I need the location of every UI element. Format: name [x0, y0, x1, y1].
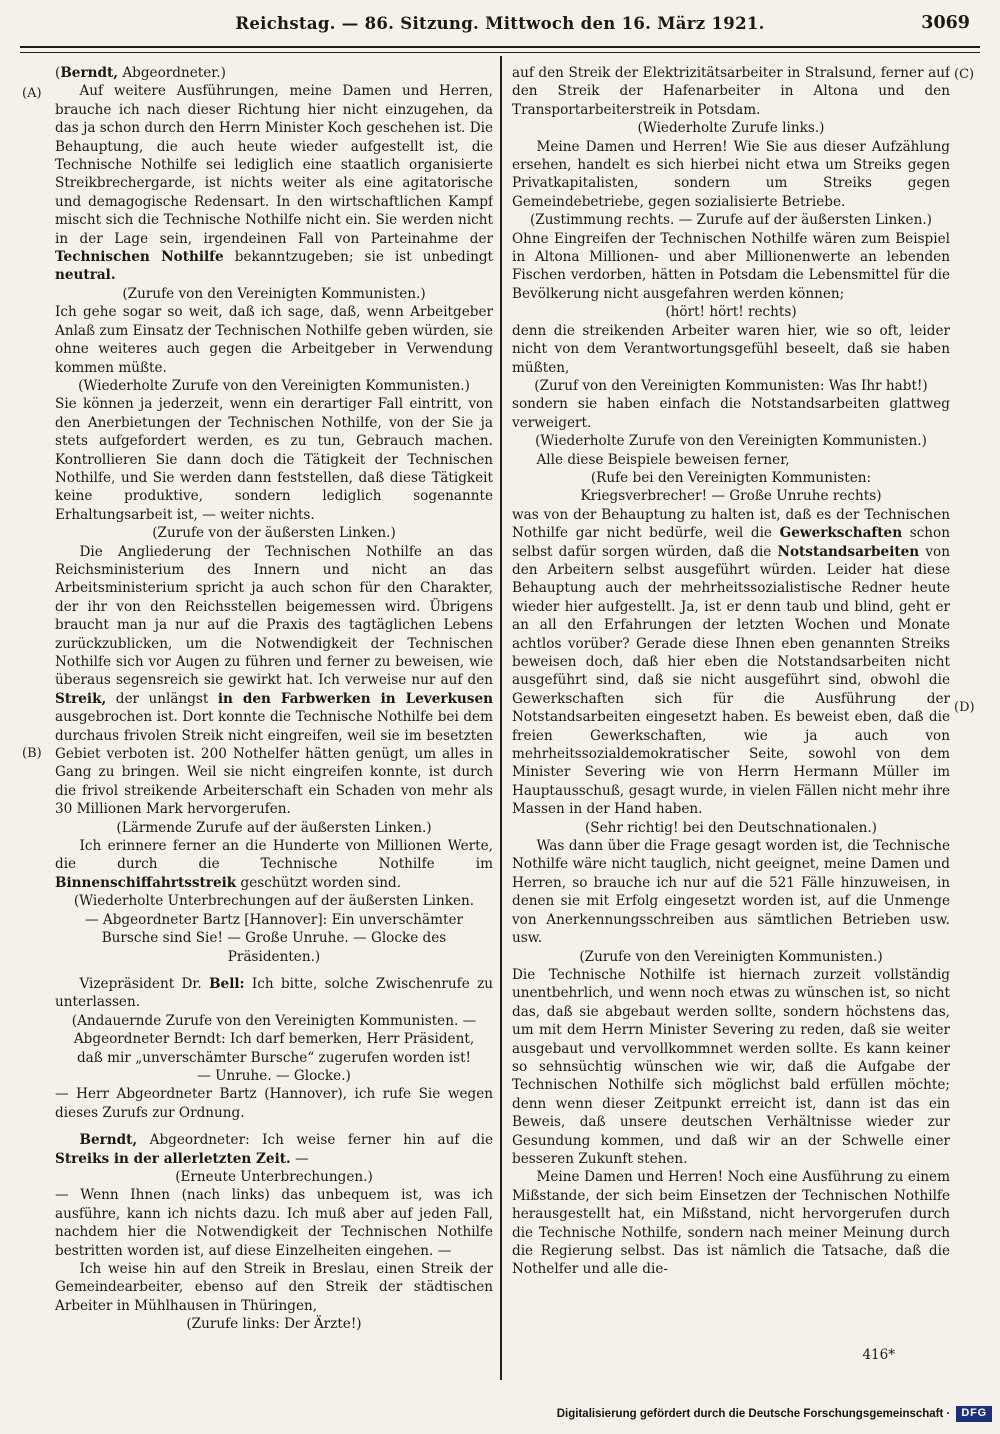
page-number: 3069: [921, 13, 970, 33]
stage-direction: [55, 1168, 493, 1186]
text-segment: Ich weise hin auf den Streik in Breslau, einen Streik der Gemeindearbeiter, ebenso auf den Streik der städtischen Arbeiter in Mühlhausen in Thüringen,: [55, 1261, 493, 1314]
column-divider-rule: [500, 56, 502, 1380]
emphasis-text: Technischen Nothilfe: [55, 249, 224, 266]
speech-paragraph: [55, 1260, 493, 1315]
emphasis-text: Berndt,: [60, 65, 119, 81]
text-segment: Ohne Eingreifen der Technischen Nothilfe wären zum Beispiel in Altona Millionen- und aber Millionenwerte an lebenden Fischen verdorben, hätten in Potsdam die Lebensmittel für die Bevölkerung nicht ausgefahren werden können;: [512, 230, 950, 302]
text-segment: (Wiederholte Zurufe von den Vereinigten Kommunisten.): [535, 433, 927, 450]
speech-paragraph: [55, 303, 493, 377]
text-segment: bekanntzugeben; sie ist unbedingt: [223, 249, 493, 266]
text-segment: (Zurufe von der äußersten Linken.): [152, 525, 396, 542]
text-segment: (Zurufe links: Der Ärzte!): [186, 1316, 362, 1333]
emphasis-text: Notstandsarbeiten: [777, 543, 920, 560]
emphasis-text: Gewerkschaften: [779, 525, 903, 542]
speaker-paragraph: [55, 1131, 493, 1168]
speech-paragraph: [512, 230, 950, 304]
text-segment: (Wiederholte Zurufe links.): [637, 120, 825, 137]
stage-direction: [512, 303, 950, 321]
text-segment: ausgebrochen ist. Dort konnte die Technische Nothilfe bei dem durchaus frivolen Streik nicht eingreifen, weil sie im besetzten Gebiet verboten ist. 200 Nothelfer hätten genügt, um alles in Gang zu bringen. Weil sie nicht eingreifen konnte, ist durch die frivol streikende Arbeiterschaft ein Schaden von mehr als 30 Millionen Mark hervorgerufen.: [55, 709, 493, 818]
text-segment: (Zurufe von den Vereinigten Kommunisten.): [579, 948, 883, 965]
page-title: Reichstag. — 86. Sitzung. Mittwoch den 16. März 1921.: [235, 14, 765, 33]
digitization-footer: [557, 1406, 992, 1422]
text-segment: (Zuruf von den Vereinigten Kommunisten: Was Ihr habt!): [534, 377, 928, 394]
emphasis-text: in den Farbwerken in Leverkusen: [217, 690, 493, 707]
stage-direction: [512, 819, 950, 837]
text-segment: sondern sie haben einfach die Notstandsarbeiten glattweg verweigert.: [512, 396, 950, 431]
digitization-note: Digitalisierung gefördert durch die Deutsche Forschungsgemeinschaft ·: [556, 1408, 951, 1420]
text-segment: (Wiederholte Zurufe von den Vereinigten Kommunisten.): [78, 377, 470, 394]
stage-direction: [512, 948, 950, 966]
stage-direction: [512, 119, 950, 137]
text-segment: Meine Damen und Herren! Wie Sie aus dieser Aufzählung ersehen, handelt es sich hierbei nicht etwa um Streiks gegen Privatkapitalisten, sondern um Streiks gegen Gemeindebetriebe, gegen sozialisierte Betriebe.: [512, 138, 950, 210]
stage-direction: [55, 377, 493, 395]
emphasis-text: Streiks in der allerletzten Zeit.: [55, 1150, 291, 1167]
emphasis-text: Bell:: [209, 975, 245, 992]
running-speaker-note: [55, 64, 493, 82]
speech-paragraph: [55, 395, 493, 524]
margin-marker-c: (C): [954, 67, 975, 82]
text-segment: — Wenn Ihnen (nach links) das unbequem ist, was ich ausführe, kann ich nichts dazu. Ich muß aber auf jeden Fall, nachdem hier die Notwendigkeit der Technischen Nothilfe bestritten worden ist, auf diese Einzelheiten eingehen. —: [55, 1187, 493, 1259]
stage-direction: [55, 892, 493, 966]
text-segment: (Andauernde Zurufe von den Vereinigten Kommunisten. — Abgeordneter Berndt: Ich darf bemerken, Herr Präsident, daß mir „unverschämter Bursche“ zugerufen worden ist! — Unruhe. — Glocke.): [71, 1012, 477, 1084]
stage-direction: [512, 469, 950, 506]
text-segment: (Rufe bei den Vereinigten Kommunisten: Kriegsverbrecher! — Große Unruhe rechts): [580, 469, 882, 505]
text-segment: — Herr Abgeordneter Bartz (Hannover), ich rufe Sie wegen dieses Zurufs zur Ordnung.: [55, 1086, 493, 1121]
stage-direction: [55, 285, 493, 303]
right-column: [512, 64, 950, 1384]
stage-direction: [55, 1012, 493, 1086]
speech-paragraph: [512, 966, 950, 1168]
speech-paragraph: [512, 451, 950, 469]
dfg-logo: DFG: [956, 1406, 992, 1422]
speech-paragraph: [512, 395, 950, 432]
text-segment: von den Arbeitern selbst ausgeführt würden. Leider hat diese Behauptung auch der mehrheitssozialistische Redner heute wieder hier aufgestellt. Ja, ist er denn taub und blind, geht er an all den Erfahrungen der letzten Wochen und Monate achtlos vorüber? Gerade diese Ihnen eben genannten Streiks beweisen doch, daß hier eben die Notstandsarbeiten nicht ausgeführt sind, daß sie nicht ausgeführt sind, obwohl die Gewerkschaften sich für die Ausführung der Notstandsarbeiten eingesetzt haben. Es beweist eben, daß die freien Gewerkschaften, wie ja auch von mehrheitssozialdemokratischer Seite, sowohl von dem Minister Severing wie von Herrn Hermann Müller im Hauptausschuß, gesagt wurde, in vielen Fällen nicht mehr ihre Massen in der Hand haben.: [512, 543, 950, 818]
speech-paragraph: [55, 837, 493, 892]
text-segment: (Erneute Unterbrechungen.): [175, 1168, 373, 1185]
stage-direction: [55, 819, 493, 837]
stage-direction: [512, 432, 950, 450]
signature-mark: 416*: [862, 1347, 895, 1363]
emphasis-text: neutral.: [55, 267, 116, 284]
text-segment: der unlängst: [106, 690, 218, 707]
text-segment: (Lärmende Zurufe auf der äußersten Linken.): [116, 819, 432, 836]
text-segment: Abgeordneter: Ich weise ferner hin auf die: [137, 1132, 493, 1149]
stage-direction: [512, 377, 950, 395]
text-segment: denn die streikenden Arbeiter waren hier, wie so oft, leider nicht von dem Verantwortungsgefühl beseelt, daß sie haben müßten,: [512, 322, 950, 376]
emphasis-text: Binnenschiffahrtsstreik: [55, 874, 237, 891]
text-segment: Auf weitere Ausführungen, meine Damen und Herren, brauche ich nach dieser Richtung hier nicht einzugehen, da das ja schon durch den Herrn Minister Koch geschehen ist. Die Behauptung, die auch heute wieder aufgestellt ist, die Technische Nothilfe sei lediglich eine staatlich organisierte Streikbrechergarde, ist nichts weiter als eine agitatorische und demagogische Redensart. In den wirtschaftlichen Kampf mischt sich die Technische Nothilfe nicht ein. Sie werden nicht in der Lage sein, irgendeinen Fall von Parteinahme der: [55, 83, 493, 247]
text-segment: Die Technische Nothilfe ist hiernach zurzeit vollständig unentbehrlich, und wenn noch etwas zu wünschen ist, so nicht das, daß sie abgebaut werden sollte, sondern höchstens das, um mit dem Herrn Minister Severing zu reden, daß sie weiter ausgebaut und vervollkommnet werden sollte. Es kann keiner so sehnsüchtig wünschen wie wir, daß die Aufgabe der Technischen Nothilfe sich möglichst bald erfüllen möchte; denn wenn dieser Zeitpunkt erreicht ist, dann ist das ein Beweis, daß unsere deutschen Verhältnisse wieder zur Gesundung kommen, und daß wir an der Schwelle einer besseren Zukunft stehen.: [512, 966, 950, 1167]
margin-marker-d: (D): [954, 700, 975, 715]
text-segment: Vizepräsident Dr.: [79, 975, 210, 992]
text-segment: (Zurufe von den Vereinigten Kommunisten.): [122, 285, 426, 302]
text-segment: was von der Behauptung zu halten ist, daß es der Technischen Nothilfe gar nicht bedürfe, weil die: [512, 506, 950, 542]
speech-paragraph: [55, 543, 493, 819]
text-segment: (Sehr richtig! bei den Deutschnationalen.): [585, 819, 877, 836]
text-segment: auf den Streik der Elektrizitätsarbeiter in Stralsund, ferner auf den Streik der Hafenarbeiter in Altona und den Transportarbeiterstreik in Potsdam.: [512, 65, 950, 118]
speech-paragraph: [512, 1168, 950, 1278]
stage-direction: [512, 211, 950, 229]
speech-paragraph: [55, 82, 493, 284]
stage-direction: [55, 1315, 493, 1333]
text-segment: Alle diese Beispiele beweisen ferner,: [536, 451, 790, 468]
stage-direction: [55, 524, 493, 542]
text-segment: Sie können ja jederzeit, wenn ein derartiger Fall eintritt, von den Anerbietungen der Technischen Nothilfe, von der Sie ja stets aufgefordert werden, es zu tun, Gebrauch machen. Kontrollieren Sie dann doch die Tätigkeit der Technischen Nothilfe, und Sie werden dann feststellen, daß diese Tätigkeit keine produktive, sondern lediglich sogenannte Erhaltungsarbeit ist, — weiter nichts.: [55, 396, 493, 523]
speech-paragraph: [512, 138, 950, 212]
text-segment: Die Angliederung der Technischen Nothilfe an das Reichsministerium des Innern und nicht an das Arbeitsministerium spricht ja auch schon für den Charakter, der ihr von den Reichsstellen beigemessen wird. Übrigens braucht man ja nur auf die Praxis des tagtäglichen Lebens zurückzublicken, um die Notwendigkeit der Technischen Nothilfe sich vor Augen zu führen und ferner zu beweisen, wie überaus segensreich sie gewirkt hat. Ich verweise nur auf den: [55, 543, 493, 689]
text-segment: (Wiederholte Unterbrechungen auf der äußersten Linken. — Abgeordneter Bartz [Hannover]: Ein unverschämter Bursche sind Sie! — Große Unruhe. — Glocke des Präsidenten.): [73, 893, 475, 965]
text-segment: geschützt worden sind.: [236, 874, 402, 891]
text-segment: (Zustimmung rechts. — Zurufe auf der äußersten Linken.): [530, 212, 932, 229]
text-segment: Was dann über die Frage gesagt worden ist, die Technische Nothilfe wäre nicht tauglich, nicht geeignet, meine Damen und Herren, so brauche ich nur auf die 521 Fälle hinzuweisen, in denen sie mit Erfolg eingesetzt worden ist, auf die Unmenge von Anerkennungsschreiben aus sämtlichen Betrieben usw. usw.: [512, 838, 950, 947]
text-segment: schon selbst dafür sorgen würden, daß die: [512, 525, 950, 560]
speech-paragraph: [512, 837, 950, 947]
speech-paragraph: [55, 1085, 493, 1122]
text-segment: (hört! hört! rechts): [665, 304, 797, 321]
margin-marker-a: (A): [22, 86, 42, 101]
text-segment: —: [290, 1150, 309, 1167]
emphasis-text: Streik,: [55, 690, 107, 707]
text-segment: (: [55, 65, 61, 81]
speech-paragraph: [512, 64, 950, 119]
margin-marker-b: (B): [22, 746, 42, 761]
text-segment: Ich gehe sogar so weit, daß ich sage, daß, wenn Arbeitgeber Anlaß zum Einsatz der Technischen Nothilfe geben würden, sie ohne weiteres auch gegen die Arbeitgeber in Verwendung kommen müßte.: [55, 304, 493, 376]
text-segment: Abgeordneter.): [118, 65, 226, 81]
speech-paragraph: [512, 506, 950, 819]
president-remark: [55, 975, 493, 1012]
text-segment: Ich bitte, solche Zwischenrufe zu unterlassen.: [55, 975, 493, 1011]
speech-paragraph: [55, 1186, 493, 1260]
emphasis-text: Berndt,: [79, 1132, 138, 1149]
header-double-rule: [20, 46, 980, 53]
text-segment: Ich erinnere ferner an die Hunderte von Millionen Werte, die durch die Technische Nothilfe im: [55, 838, 493, 873]
left-column: [55, 64, 493, 1384]
text-segment: Meine Damen und Herren! Noch eine Ausführung zu einem Mißstande, der sich beim Einsetzen der Technischen Nothilfe herausgestellt hat, ein Mißstand, nicht hervorgerufen durch die Technische Nothilfe, sondern nach meiner Meinung durch die Regierung selbst. Das ist nämlich die Tatsache, daß die Nothelfer und alle die-: [512, 1169, 950, 1278]
speech-paragraph: [512, 322, 950, 377]
